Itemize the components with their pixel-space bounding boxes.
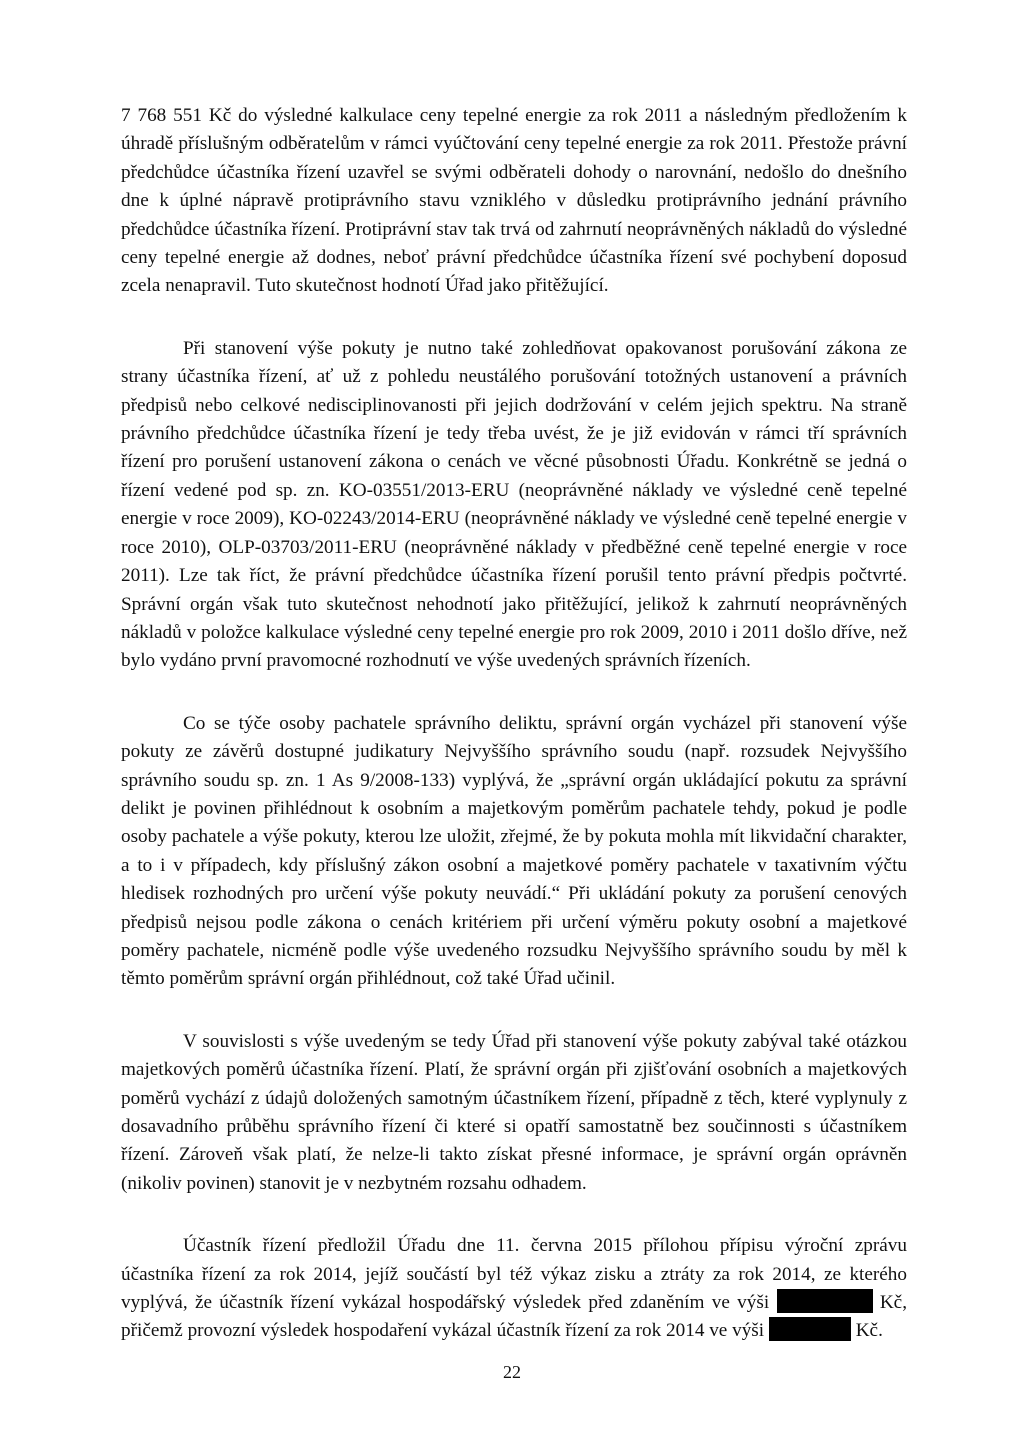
paragraph-5-text-a: Účastník řízení předložil Úřadu dne 11. června 2015 přílohou přípisu výroční zprávu účastníka řízení za rok 2014, jejíž součástí byl též výkaz zisku a ztráty za rok 2014, ze kterého vyplývá, že účastník řízení vykázal hospodářský výsledek před zdaněním ve výši [121, 1235, 907, 1314]
paragraph-1: 7 768 551 Kč do výsledné kalkulace ceny tepelné energie za rok 2011 a následným předložením k úhradě příslušným odběratelům v rámci vyúčtování ceny tepelné energie za rok 2011. Přestože právní předchůdce účastníka řízení uzavřel se svými odběrateli dohody o narovnání, nedošlo do dnešního dne k úplné nápravě protiprávního stavu vzniklého v důsledku protiprávního jednání právního předchůdce účastníka řízení. Protiprávní stav tak trvá od zahrnutí neoprávněných nákladů do výsledné ceny tepelné energie až dodnes, neboť právní předchůdce účastníka řízení své pochybení doposud zcela nenapravil. Tuto skutečnost hodnotí Úřad jako přitěžující. [121, 105, 907, 297]
paragraph-3: Co se týče osoby pachatele správního deliktu, správní orgán vycházel při stanovení výše pokuty ze závěrů dostupné judikatury Nejvyššího správního soudu (např. rozsudek Nejvyššího správního soudu sp. zn. 1 As 9/2008-133) vyplývá, že „správní orgán ukládající pokutu za správní delikt je povinen přihlédnout k osobním a majetkovým poměrům pachatele tehdy, pokud je podle osoby pachatele a výše pokuty, kterou lze uložit, zřejmé, že by pokuta mohla mít likvidační charakter, a to i v případech, kdy příslušný zákon osobní a majetkové poměry pachatele v taxativním výčtu hledisek rozhodných pro určení výše pokuty neuvádí.“ Při ukládání pokuty za porušení cenových předpisů nejsou podle zákona o cenách kritériem při určení výměru pokuty osobní a majetkové poměry pachatele, nicméně podle výše uvedeného rozsudku Nejvyššího správního soudu by měl k těmto poměrům správní orgán přihlédnout, což také Úřad učinil. [121, 712, 907, 990]
paragraph-5 [121, 1232, 907, 1346]
paragraph-4: V souvislosti s výše uvedeným se tedy Úřad při stanovení výše pokuty zabýval také otázkou majetkových poměrů účastníka řízení. Platí, že správní orgán při zjišťování osobních a majetkových poměrů vychází z údajů doložených samotným účastníkem řízení, případně z těch, které vyplynuly z dosavadního průběhu správního řízení či které si opatří samostatně bez součinnosti s účastníkem řízení. Zároveň však platí, že nelze-li takto získat přesné informace, je správní orgán oprávněn (nikoliv povinen) stanovit je v nezbytném rozsahu odhadem. [121, 1030, 907, 1194]
document-page [121, 102, 907, 1380]
paragraph-5-text-c: Kč. [855, 1320, 883, 1342]
redaction-block [769, 1317, 851, 1341]
redaction-block [777, 1289, 873, 1313]
paragraph-2: Při stanovení výše pokuty je nutno také zohledňovat opakovanost porušování zákona ze strany účastníka řízení, ať už z pohledu neustálého porušování totožných ustanovení a právních předpisů nebo celkové nedisciplinovanosti při jejich dodržování v celém jejich spektru. Na straně právního předchůdce účastníka řízení je tedy třeba uvést, že je již evidován v rámci tří správních řízení pro porušení ustanovení zákona o cenách ve věcné působnosti Úřadu. Konkrétně se jedná o řízení vedené pod sp. zn. KO-03551/2013-ERU (neoprávněné náklady ve výsledné ceně tepelné energie v roce 2009), KO-02243/2014-ERU (neoprávněné náklady ve výsledné ceně tepelné energie v roce 2010), OLP-03703/2011-ERU (neoprávněné náklady v předběžné ceně tepelné energie v roce 2011). Lze tak říct, že právní předchůdce účastníka řízení porušil tento právní předpis počtvrté. Správní orgán však tuto skutečnost nehodnotí jako přitěžující, jelikož k zahrnutí neoprávněných nákladů v položce kalkulace výsledné ceny tepelné energie pro rok 2009, 2010 i 2011 došlo dříve, než bylo vydáno první pravomocné rozhodnutí ve výše uvedených správních řízeních. [121, 337, 907, 672]
page-number: 22 [503, 1362, 521, 1382]
paragraph-5-text-b: Kč, přičemž provozní výsledek hospodaření vykázal účastník řízení za rok 2014 ve výši [121, 1292, 907, 1342]
